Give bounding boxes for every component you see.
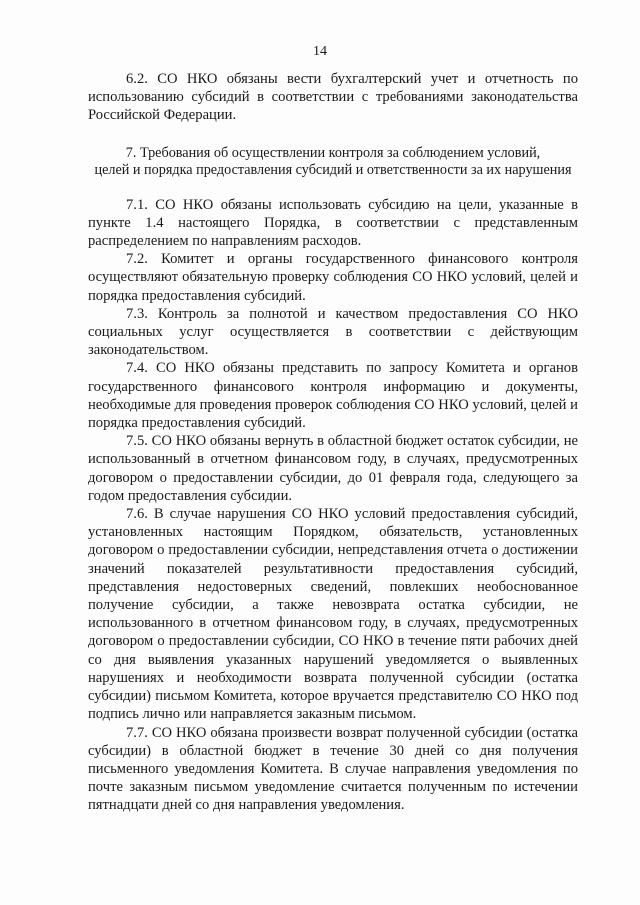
paragraph-7-1: 7.1. СО НКО обязаны использовать субсидию на цели, указанные в пункте 1.4 настоящего Порядка, в соответствии с представленным распределением по направлениям расходов. [88, 196, 578, 250]
paragraph-7-3: 7.3. Контроль за полнотой и качеством предоставления СО НКО социальных услуг осуществляется в соответствии с действующим законодательством. [88, 305, 578, 359]
paragraph-7-5: 7.5. СО НКО обязаны вернуть в областной бюджет остаток субсидии, не использованный в отчетном финансовом году, в случаях, предусмотренных договором о предоставлении субсидии, до 01 февраля года, следующего за годом предоставления субсидии. [88, 433, 578, 504]
paragraph-7-7: 7.7. СО НКО обязана произвести возврат полученной субсидии (остатка субсидии) в областной бюджет в течение 30 дней со дня получения письменного уведомления Комитета. В случае направления уведомления по почте заказным письмом уведомление считается полученным по истечении пятнадцати дней со дня направления уведомления. [88, 724, 578, 814]
paragraph-7-4: 7.4. СО НКО обязаны представить по запросу Комитета и органов государственного финансового контроля информацию и документы, необходимые для проведения проверок соблюдения СО НКО условий, целей и порядка предоставления субсидий. [88, 360, 578, 432]
section-7-heading [88, 145, 578, 180]
paragraph-7-2: 7.2. Комитет и органы государственного финансового контроля осуществляют обязательную проверку соблюдения СО НКО условий, целей и порядка предоставления субсидий. [88, 251, 578, 304]
section-7-heading-line-2: целей и порядка предоставления субсидий и ответственности за их нарушения [94, 162, 572, 179]
paragraph-6-2: 6.2. СО НКО обязаны вести бухгалтерский учет и отчетность по использованию субсидий в соответствии с требованиями законодательства Российской Федерации. [88, 71, 578, 124]
page-number: 14 [313, 44, 327, 59]
section-7-heading-line-1: 7. Требования об осуществлении контроля за соблюдением условий, [125, 144, 541, 161]
paragraph-7-6: 7.6. В случае нарушения СО НКО условий предоставления субсидий, установленных настоящим Порядком, обязательств, установленных договором о предоставлении субсидии, непредставления отчета о достижении значений показателей результативности предоставления субсидий, представления недостоверных сведений, повлекших необоснованное получение субсидии, а также невозврата остатка субсидии, не использованного в отчетном финансовом году, в случаях, предусмотренных договором о предоставлении субсидии, СО НКО в течение пяти рабочих дней со дня выявления указанных нарушений уведомляется о выявленных нарушениях и необходимости возврата полученной субсидии (остатка субсидии) письмом Комитета, которое вручается представителю СО НКО под подпись лично или направляется заказным письмом. [88, 506, 578, 723]
document-body [88, 70, 578, 815]
